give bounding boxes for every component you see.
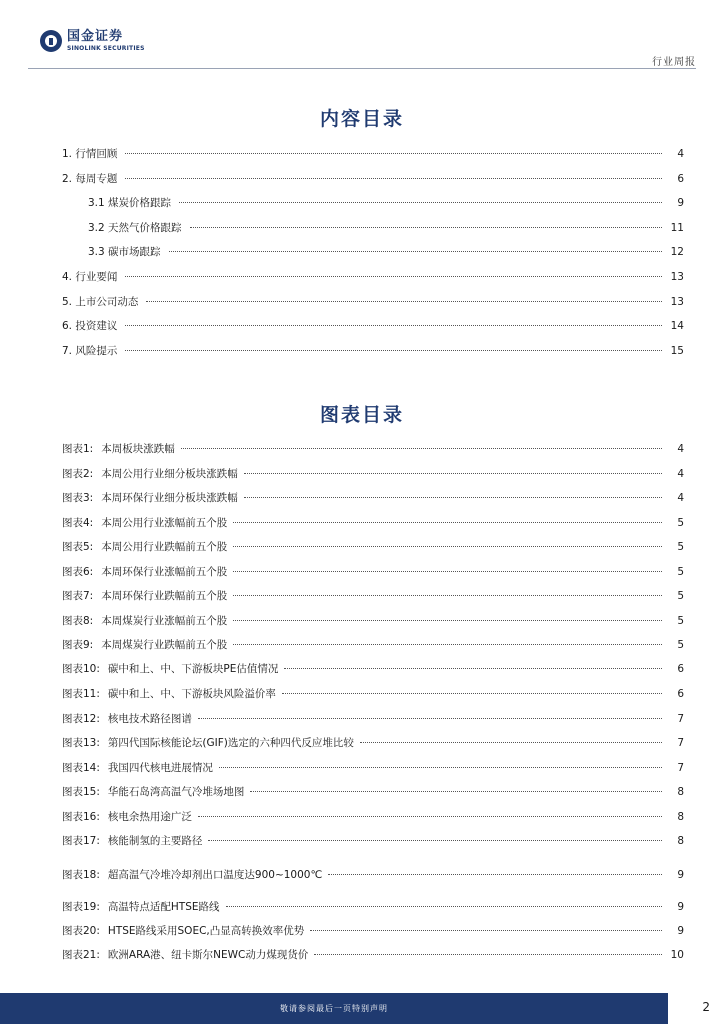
figure-page: 8 xyxy=(677,786,684,798)
figure-title: 核电余热用途广泛 xyxy=(107,811,192,823)
toc-entry[interactable] xyxy=(62,269,684,294)
figure-number: 图表15: xyxy=(62,786,100,798)
dot-leader xyxy=(233,595,662,596)
dot-leader xyxy=(244,473,662,474)
figure-number: 图表17: xyxy=(62,835,100,847)
dot-leader xyxy=(198,816,662,817)
figure-page: 9 xyxy=(677,869,684,881)
dot-leader xyxy=(282,693,662,694)
dot-leader xyxy=(328,874,662,875)
toc-entry[interactable] xyxy=(62,195,684,220)
figure-entry[interactable] xyxy=(62,613,684,628)
figure-entry[interactable] xyxy=(62,661,684,676)
dot-leader xyxy=(125,276,662,277)
figure-page: 9 xyxy=(677,925,684,937)
figure-entry[interactable] xyxy=(62,899,684,914)
figure-entry[interactable] xyxy=(62,564,684,579)
figure-page: 7 xyxy=(677,762,684,774)
figure-title: 碳中和上、中、下游板块PE估值情况 xyxy=(107,663,279,675)
toc-entry-label: 4. 行业要闻 xyxy=(62,270,118,283)
logo-english-name: SINOLINK SECURITIES xyxy=(67,45,145,52)
figure-title: 本周煤炭行业涨幅前五个股 xyxy=(101,615,228,627)
figure-title: 本周公用行业跌幅前五个股 xyxy=(101,541,228,553)
header-divider xyxy=(28,68,696,69)
report-type-label: 行业周报 xyxy=(652,57,696,68)
dot-leader xyxy=(233,620,662,621)
toc-entry[interactable] xyxy=(62,244,684,269)
figure-number: 图表16: xyxy=(62,811,100,823)
toc-entry[interactable] xyxy=(62,171,684,196)
figure-title: HTSE路线采用SOEC,凸显高转换效率优势 xyxy=(107,925,305,937)
figure-entry[interactable] xyxy=(62,923,684,938)
figure-number: 图表3: xyxy=(62,492,94,504)
figure-page: 5 xyxy=(677,566,684,578)
figure-title: 本周环保行业跌幅前五个股 xyxy=(101,590,228,602)
dot-leader xyxy=(226,906,662,907)
toc-entry-label: 3.3 碳市场跟踪 xyxy=(88,246,161,259)
toc-entry[interactable] xyxy=(62,343,684,368)
figure-number: 图表12: xyxy=(62,713,100,725)
dot-leader xyxy=(125,325,662,326)
dot-leader xyxy=(208,840,662,841)
toc-entry-page: 15 xyxy=(670,344,684,357)
figure-page: 5 xyxy=(677,615,684,627)
figure-number: 图表1: xyxy=(62,443,94,455)
toc-entry-page: 4 xyxy=(677,148,684,160)
figure-page: 8 xyxy=(677,835,684,847)
figure-number: 图表19: xyxy=(62,901,100,913)
dot-leader xyxy=(314,954,662,955)
figure-title: 核电技术路径图谱 xyxy=(107,713,192,725)
figure-page: 5 xyxy=(677,639,684,651)
toc-entry-page: 6 xyxy=(677,172,684,185)
page-header xyxy=(0,0,724,70)
figure-page: 4 xyxy=(677,443,684,455)
toc-entry[interactable] xyxy=(62,146,684,171)
figure-entry[interactable] xyxy=(62,760,684,775)
dot-leader xyxy=(284,668,662,669)
dot-leader xyxy=(125,153,662,154)
figure-title: 超高温气冷堆冷却剂出口温度达900~1000℃ xyxy=(107,869,323,881)
figure-page: 10 xyxy=(670,949,684,961)
dot-leader xyxy=(233,546,662,547)
figure-entry[interactable] xyxy=(62,539,684,554)
dot-leader xyxy=(179,202,662,203)
dot-leader xyxy=(190,227,662,228)
toc-entry-page: 13 xyxy=(670,270,684,283)
figure-number: 图表6: xyxy=(62,566,94,578)
figure-title: 本周公用行业涨幅前五个股 xyxy=(101,517,228,529)
logo-icon xyxy=(40,30,62,52)
figure-page: 5 xyxy=(677,590,684,602)
figure-entry[interactable] xyxy=(62,833,684,848)
dot-leader xyxy=(360,742,662,743)
figure-number: 图表4: xyxy=(62,517,94,529)
figure-number: 图表10: xyxy=(62,663,100,675)
figure-number: 图表13: xyxy=(62,737,100,749)
page-number: 2 xyxy=(702,1000,710,1014)
figure-entry[interactable] xyxy=(62,441,684,456)
dot-leader xyxy=(233,571,662,572)
figure-page: 7 xyxy=(677,713,684,725)
toc-entry-page: 13 xyxy=(670,295,684,308)
dot-leader xyxy=(181,448,662,449)
dot-leader xyxy=(125,178,662,179)
dot-leader xyxy=(169,251,662,252)
toc-entry-label: 3.2 天然气价格跟踪 xyxy=(88,221,182,234)
dot-leader xyxy=(198,718,662,719)
figure-entry[interactable] xyxy=(62,735,684,750)
footer-bar xyxy=(0,993,668,1024)
dot-leader xyxy=(250,791,662,792)
figure-page: 8 xyxy=(677,811,684,823)
figure-title: 碳中和上、中、下游板块风险溢价率 xyxy=(107,688,276,700)
toc-entry-label: 2. 每周专题 xyxy=(62,172,118,185)
toc-entry-page: 14 xyxy=(670,320,684,333)
figure-page: 4 xyxy=(677,492,684,504)
figure-entry[interactable] xyxy=(62,784,684,799)
figure-number: 图表8: xyxy=(62,615,94,627)
dot-leader xyxy=(233,522,662,523)
figure-title: 第四代国际核能论坛(GIF)选定的六种四代反应堆比较 xyxy=(107,737,354,749)
figure-entry[interactable] xyxy=(62,867,684,882)
disclaimer-text: 敬请参阅最后一页特别声明 xyxy=(280,1004,388,1013)
figure-title: 核能制氢的主要路径 xyxy=(107,835,203,847)
figure-title: 高温特点适配HTSE路线 xyxy=(107,901,220,913)
toc-entry-label: 6. 投资建议 xyxy=(62,320,118,333)
figure-entry[interactable] xyxy=(62,711,684,726)
figure-title: 欧洲ARA港、纽卡斯尔NEWC动力煤现货价 xyxy=(107,949,309,961)
toc-list xyxy=(62,146,684,367)
toc-entry[interactable] xyxy=(62,294,684,319)
figure-page: 5 xyxy=(677,517,684,529)
figure-page: 6 xyxy=(677,688,684,700)
dot-leader xyxy=(233,644,662,645)
company-logo xyxy=(40,30,145,52)
dot-leader xyxy=(244,497,662,498)
figure-page: 6 xyxy=(677,663,684,675)
figure-title: 本周公用行业细分板块涨跌幅 xyxy=(101,468,238,480)
toc-entry-page: 9 xyxy=(677,197,684,210)
figure-entry[interactable] xyxy=(62,686,684,701)
figure-number: 图表20: xyxy=(62,925,100,937)
figure-page: 5 xyxy=(677,541,684,553)
figure-title: 本周板块涨跌幅 xyxy=(101,443,175,455)
figure-page: 9 xyxy=(677,901,684,913)
figures-title: 图表目录 xyxy=(319,404,404,426)
toc-entry[interactable] xyxy=(62,318,684,343)
figure-entry[interactable] xyxy=(62,637,684,652)
figure-number: 图表11: xyxy=(62,688,100,700)
logo-chinese-name: 国金证券 xyxy=(67,29,124,44)
figure-entry[interactable] xyxy=(62,466,684,481)
figure-title: 本周煤炭行业跌幅前五个股 xyxy=(101,639,228,651)
dot-leader xyxy=(146,301,662,302)
figure-number: 图表18: xyxy=(62,869,100,881)
figure-title: 我国四代核电进展情况 xyxy=(107,762,213,774)
toc-entry-label: 1. 行情回顾 xyxy=(62,148,118,160)
figure-entry[interactable] xyxy=(62,490,684,505)
toc-title: 内容目录 xyxy=(319,108,404,130)
toc-entry-page: 12 xyxy=(670,246,684,259)
figure-number: 图表2: xyxy=(62,468,94,480)
toc-entry-label: 7. 风险提示 xyxy=(62,344,118,357)
dot-leader xyxy=(310,930,662,931)
figure-entry[interactable] xyxy=(62,588,684,603)
figure-number: 图表21: xyxy=(62,949,100,961)
figure-page: 4 xyxy=(677,468,684,480)
dot-leader xyxy=(125,350,662,351)
figure-entry[interactable] xyxy=(62,809,684,824)
figure-number: 图表14: xyxy=(62,762,100,774)
figure-title: 本周环保行业涨幅前五个股 xyxy=(101,566,228,578)
figure-page: 7 xyxy=(677,737,684,749)
toc-entry-label: 5. 上市公司动态 xyxy=(62,295,139,308)
figure-entry[interactable] xyxy=(62,515,684,530)
figure-title: 本周环保行业细分板块涨跌幅 xyxy=(101,492,238,504)
toc-entry-label: 3.1 煤炭价格跟踪 xyxy=(88,197,172,210)
figure-title: 华能石岛湾高温气冷堆场地图 xyxy=(107,786,245,798)
figure-number: 图表5: xyxy=(62,541,94,553)
figure-number: 图表9: xyxy=(62,639,94,651)
figure-number: 图表7: xyxy=(62,590,94,602)
dot-leader xyxy=(219,767,662,768)
toc-entry[interactable] xyxy=(62,220,684,245)
toc-entry-page: 11 xyxy=(670,221,684,234)
figure-entry[interactable] xyxy=(62,947,684,962)
